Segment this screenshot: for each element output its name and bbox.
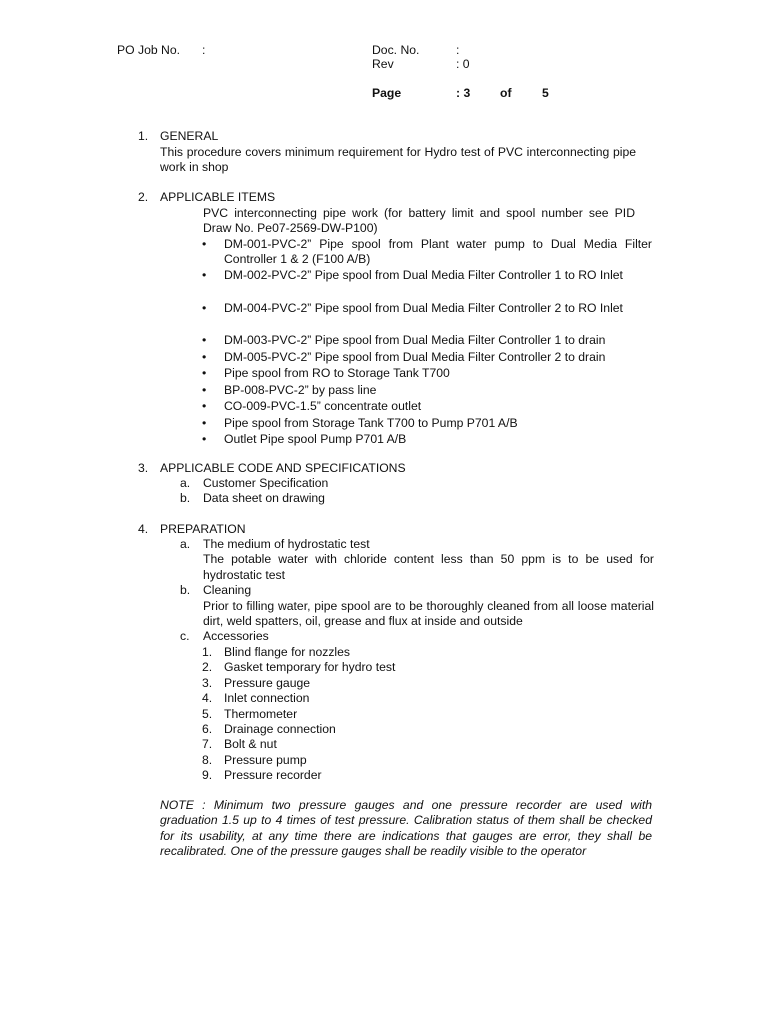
list-item: [202, 691, 395, 706]
list-item-text: Pressure gauge: [224, 675, 311, 690]
list-item-text: Pipe spool from RO to Storage Tank T700: [224, 366, 450, 380]
list-item-title: Accessories: [203, 629, 269, 644]
list-item-text: Data sheet on drawing: [203, 491, 325, 506]
list-item-text: DM-005-PVC-2” Pipe spool from Dual Media Filter Controller 2 to drain: [224, 349, 606, 364]
list-item: [202, 645, 395, 660]
list-item: [200, 301, 652, 333]
list-item: [200, 383, 652, 400]
list-marker: a.: [180, 476, 191, 490]
rev-value: : 0: [456, 57, 470, 71]
bullet-icon: •: [202, 268, 207, 282]
bullet-icon: •: [202, 333, 207, 347]
bullet-icon: •: [202, 382, 207, 397]
applicable-items-intro: PVC interconnecting pipe work (for battery limit and spool number see PID Draw No. Pe07-2569-DW-P100): [203, 206, 635, 236]
list-marker: 2.: [202, 660, 213, 675]
list-marker: b.: [180, 583, 191, 598]
page-total: 5: [542, 86, 549, 100]
list-item-text: DM-002-PVC-2” Pipe spool from Dual Media Filter Controller 1 to RO Inlet: [224, 268, 623, 282]
section-title: GENERAL: [160, 129, 219, 143]
section-number: 4.: [138, 522, 149, 536]
bullet-icon: •: [202, 237, 207, 251]
list-item-text: Blind flange for nozzles: [224, 645, 351, 659]
list-item-text: DM-003-PVC-2” Pipe spool from Dual Media Filter Controller 1 to drain: [224, 333, 606, 347]
list-item-text: Prior to filling water, pipe spool are to be thoroughly cleaned from all loose material dirt, weld spatters, oil, grease and flux at inside and outside: [203, 598, 654, 629]
list-item-text: CO-009-PVC-1.5” concentrate outlet: [224, 399, 422, 413]
list-item-text: Outlet Pipe spool Pump P701 A/B: [224, 432, 407, 446]
list-marker: a.: [180, 537, 191, 551]
list-item-text: Inlet connection: [224, 691, 310, 706]
page-number: : 3: [456, 86, 471, 100]
preparation-list: [180, 537, 654, 645]
list-marker: c.: [180, 629, 190, 644]
list-marker: 3.: [202, 675, 213, 690]
doc-no-label: Doc. No.: [372, 43, 420, 57]
list-item-text: The potable water with chloride content less than 50 ppm is to be used for hydrostatic test: [203, 552, 654, 582]
po-job-label: PO Job No.: [117, 43, 180, 57]
accessories-list: [202, 645, 395, 784]
doc-no-value: :: [456, 43, 460, 57]
list-marker: b.: [180, 491, 191, 506]
general-paragraph: This procedure covers minimum requirement for Hydro test of PVC interconnecting pipe work in shop: [160, 145, 636, 175]
list-marker: 7.: [202, 737, 213, 752]
list-item-title: The medium of hydrostatic test: [203, 537, 370, 551]
bullet-icon: •: [202, 349, 207, 364]
section-title: APPLICABLE CODE AND SPECIFICATIONS: [160, 461, 406, 475]
bullet-icon: •: [202, 432, 207, 446]
list-item-text: Bolt & nut: [224, 737, 277, 752]
code-specs-list: [180, 476, 654, 507]
list-item: [202, 722, 395, 737]
section-number: 2.: [138, 190, 149, 204]
list-item: [180, 491, 654, 506]
list-item-text: Drainage connection: [224, 722, 336, 737]
bullet-icon: •: [202, 301, 207, 315]
list-marker: 8.: [202, 752, 213, 767]
list-item-text: DM-001-PVC-2” Pipe spool from Plant water pump to Dual Media Filter Controller 1 & 2 (F100 A/B): [224, 237, 652, 267]
list-item: [180, 537, 654, 583]
list-item: [200, 268, 652, 301]
list-item-text: Thermometer: [224, 706, 298, 721]
list-item: [202, 768, 395, 783]
applicable-items-list: [200, 237, 652, 449]
list-item-text: Customer Specification: [203, 476, 329, 490]
list-item: [200, 333, 652, 350]
list-item: [180, 583, 654, 629]
list-item: [200, 432, 652, 449]
list-item: [200, 350, 652, 367]
list-marker: 4.: [202, 691, 213, 706]
list-marker: 1.: [202, 645, 213, 659]
bullet-icon: •: [202, 366, 207, 380]
bullet-icon: •: [202, 399, 207, 413]
list-item: [200, 416, 652, 433]
list-item: [180, 476, 654, 491]
list-item-text: DM-004-PVC-2” Pipe spool from Dual Media Filter Controller 2 to RO Inlet: [224, 301, 623, 315]
list-item-text: BP-008-PVC-2” by pass line: [224, 382, 377, 397]
list-item: [180, 629, 654, 644]
section-title: APPLICABLE ITEMS: [160, 190, 276, 204]
list-item-title: Cleaning: [203, 583, 252, 598]
list-item: [200, 366, 652, 383]
section-number: 3.: [138, 461, 149, 475]
page-label: Page: [372, 86, 402, 100]
list-marker: 6.: [202, 722, 213, 737]
list-item: [200, 237, 652, 268]
list-item: [202, 660, 395, 675]
list-item: [202, 753, 395, 768]
list-item-text: Pressure recorder: [224, 768, 322, 783]
list-item: [202, 707, 395, 722]
list-marker: 5.: [202, 706, 213, 721]
section-title: PREPARATION: [160, 522, 246, 536]
list-item-text: Pipe spool from Storage Tank T700 to Pump P701 A/B: [224, 415, 518, 430]
list-item: [202, 676, 395, 691]
note-paragraph: NOTE : Minimum two pressure gauges and one pressure recorder are used with graduation 1.5 up to 4 times of test pressure. Calibration status of them shall be checked for its usability, at any time there are indications that gauges are error, they shall be recalibrated. One of the pressure gauges shall be readily visible to the operator: [160, 798, 652, 859]
list-marker: 9.: [202, 768, 213, 783]
list-item: [202, 737, 395, 752]
po-job-value: :: [202, 43, 206, 57]
bullet-icon: •: [202, 415, 207, 430]
page-of: of: [500, 86, 512, 100]
rev-label: Rev: [372, 57, 394, 71]
list-item-text: Gasket temporary for hydro test: [224, 660, 396, 675]
list-item-text: Pressure pump: [224, 752, 307, 767]
list-item: [200, 399, 652, 416]
section-number: 1.: [138, 129, 149, 143]
